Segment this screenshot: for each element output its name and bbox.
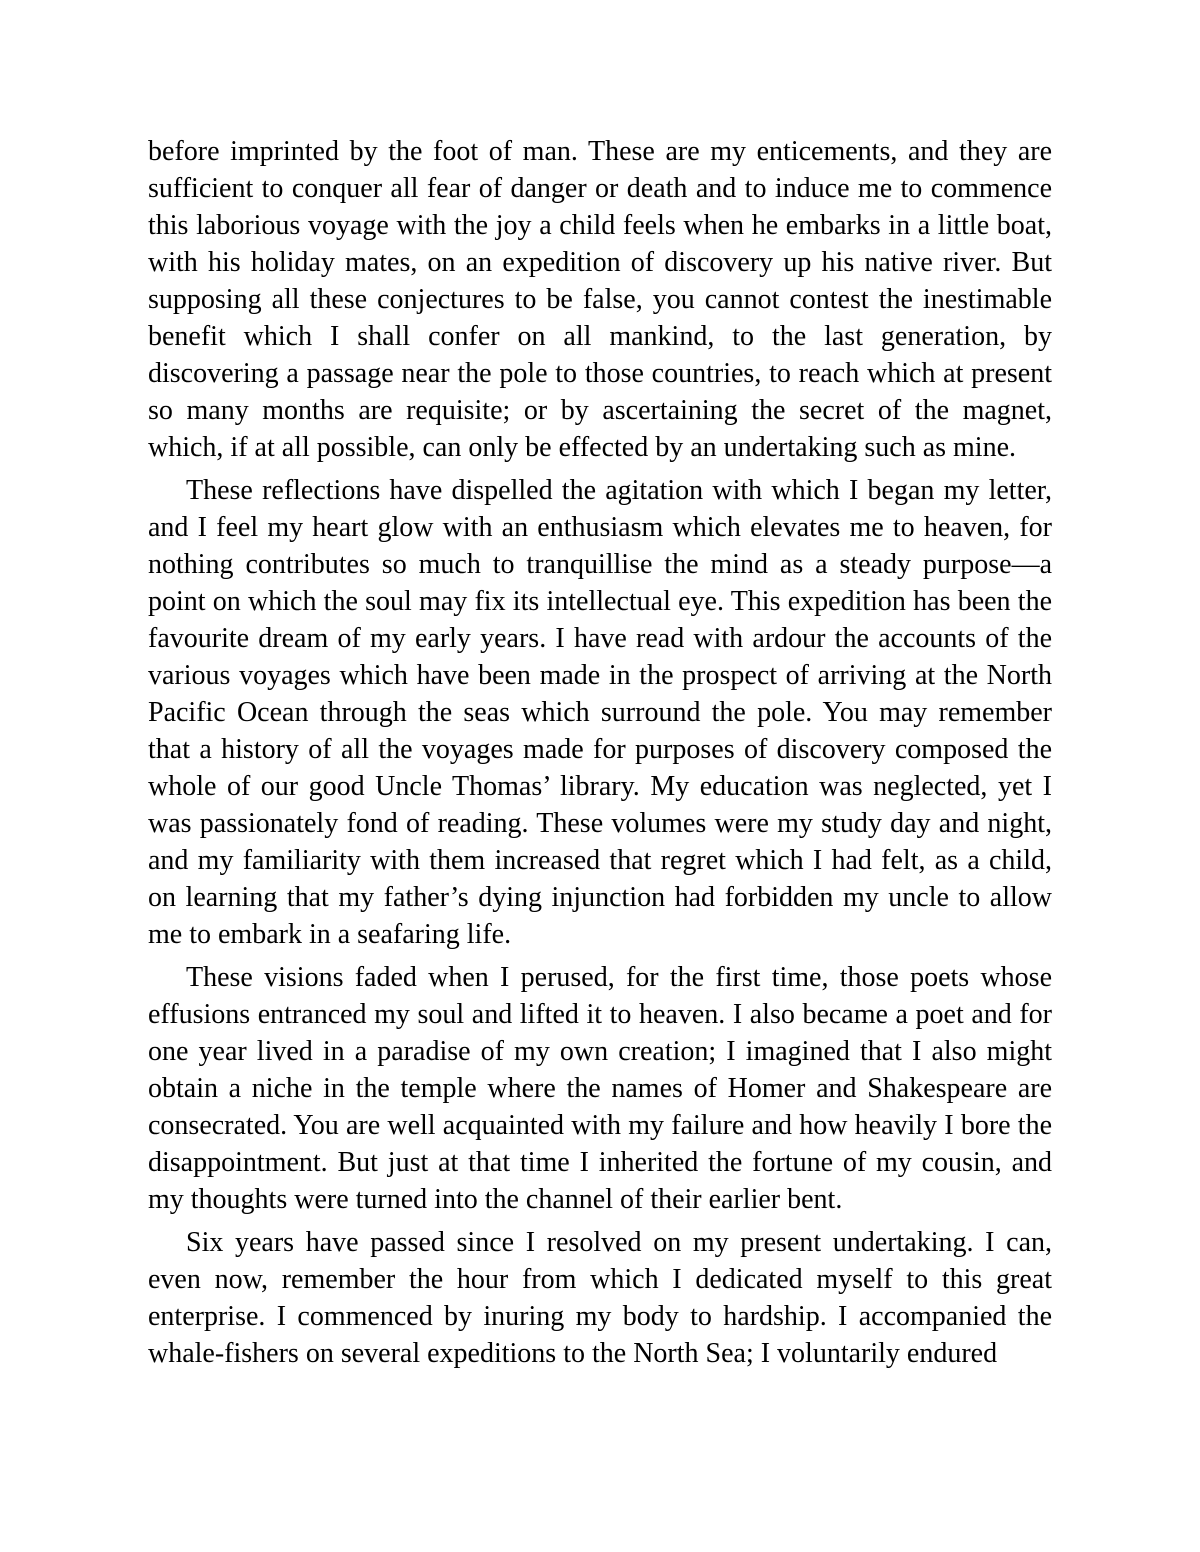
paragraph: These visions faded when I perused, for the first time, those poets whose effusions entranced my soul and lifted it to heaven. I also became a poet and for one year lived in a paradise of my own creation; I imagined that I also might obtain a niche in the temple where the names of Homer and Shakespeare are consecrated. You are well acquainted with my failure and how heavily I bore the disappointment. But just at that time I inherited the fortune of my cousin, and my thoughts were turned into the channel of their earlier bent. [148,962,1052,1215]
paragraph: Six years have passed since I resolved on my present undertaking. I can, even now, remember the hour from which I dedicated myself to this great enterprise. I commenced by inuring my body to hardship. I accompanied the whale-fishers on several expeditions to the North Sea; I voluntarily endured [148,1227,1052,1369]
paragraph-continuation: before imprinted by the foot of man. These are my enticements, and they are sufficient to conquer all fear of danger or death and to induce me to commence this laborious voyage with the joy a child feels when he embarks in a little boat, with his holiday mates, on an expedition of discovery up his native river. But supposing all these conjectures to be false, you cannot contest the inestimable benefit which I shall confer on all mankind, to the last generation, by discovering a passage near the pole to those countries, to reach which at present so many months are requisite; or by ascertaining the secret of the magnet, which, if at all possible, can only be effected by an undertaking such as mine. [148,136,1052,463]
text-block [148,133,1052,1372]
paragraph: These reflections have dispelled the agitation with which I began my letter, and I feel my heart glow with an enthusiasm which elevates me to heaven, for nothing contributes so much to tranquillise the mind as a steady purpose—a point on which the soul may fix its intellectual eye. This expedition has been the favourite dream of my early years. I have read with ardour the accounts of the various voyages which have been made in the prospect of arriving at the North Pacific Ocean through the seas which surround the pole. You may remember that a history of all the voyages made for purposes of discovery composed the whole of our good Uncle Thomas’ library. My education was neglected, yet I was passionately fond of reading. These volumes were my study day and night, and my familiarity with them increased that regret which I had felt, as a child, on learning that my father’s dying injunction had forbidden my uncle to allow me to embark in a seafaring life. [148,475,1052,950]
